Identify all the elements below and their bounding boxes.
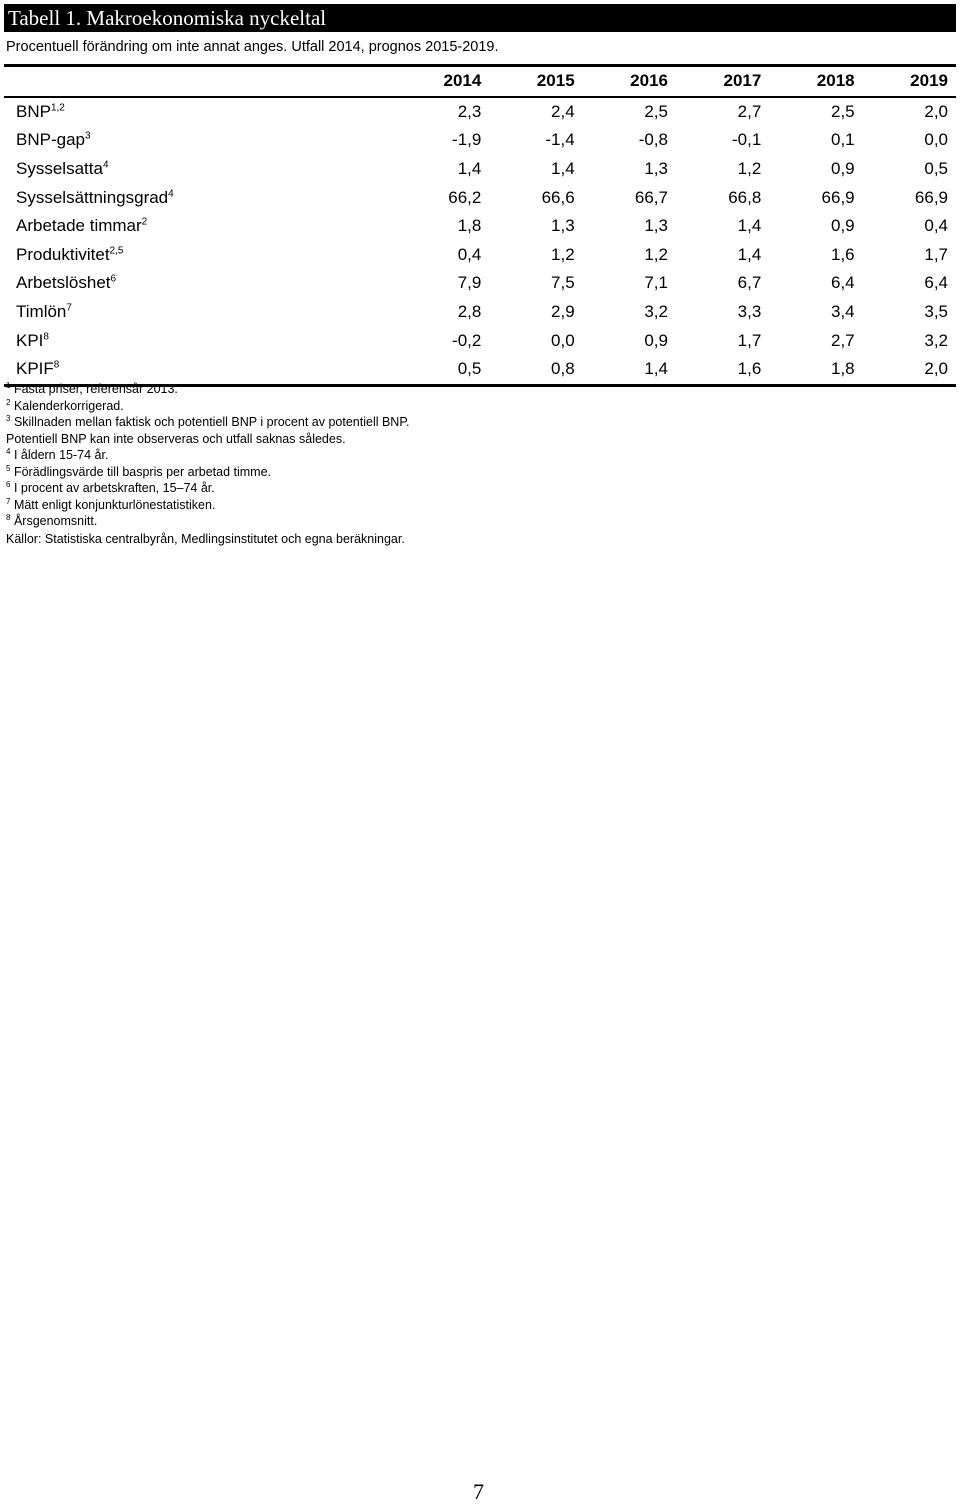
- footnote-ref: 8: [53, 359, 60, 371]
- footnote-text: Fasta priser, referensår 2013.: [13, 382, 178, 396]
- table-row: [4, 269, 956, 298]
- row-label-text: KPIF: [16, 359, 54, 379]
- table-row: [4, 126, 956, 155]
- value-cell: 2,8: [457, 302, 482, 322]
- row-label: [4, 212, 396, 241]
- value-cell: 0,0: [924, 130, 948, 150]
- table-row: [4, 298, 956, 327]
- row-label: [4, 126, 396, 155]
- value-cell: 3,2: [924, 330, 948, 350]
- footnote-item: [6, 381, 946, 398]
- footnote-text: Kalenderkorrigerad.: [13, 398, 124, 413]
- value-cell: 1,7: [737, 330, 762, 350]
- value-cell: 7,5: [551, 273, 575, 293]
- value-cell: 2,3: [457, 101, 482, 121]
- row-label-text: Sysselsättningsgrad: [16, 187, 169, 207]
- value-cell: 1,2: [644, 244, 668, 264]
- footnote-item: [6, 431, 946, 448]
- footnote-number: 7: [6, 496, 11, 506]
- footnote-text: Mätt enligt konjunkturlönestatistiken.: [13, 497, 216, 512]
- table-header: [4, 67, 956, 97]
- row-label: [4, 155, 396, 184]
- footnote-item: [6, 464, 946, 481]
- table-row: [4, 326, 956, 355]
- table-row: [4, 212, 956, 241]
- value-cell: 0,0: [551, 330, 575, 350]
- footnote-ref: 8: [43, 330, 49, 342]
- value-cell: 0,9: [831, 159, 855, 179]
- row-label-text: KPI: [16, 330, 44, 350]
- footnote-ref: 6: [110, 273, 117, 285]
- footnote-number: 3: [6, 413, 11, 423]
- footnote-text: Potentiell BNP kan inte observeras och utfall saknas således.: [6, 431, 346, 446]
- table-row: [4, 97, 956, 127]
- footnote-item: [6, 447, 946, 464]
- value-cell: 66,9: [914, 187, 948, 207]
- value-cell: 66,8: [728, 187, 762, 207]
- row-label-text: Sysselsatta: [16, 159, 103, 179]
- row-label-text: Arbetade timmar: [16, 216, 142, 236]
- year-header: 2016: [630, 71, 668, 91]
- footnote-text: Årsgenomsnitt.: [13, 514, 98, 528]
- value-cell: 2,5: [644, 101, 668, 121]
- value-cell: 0,5: [457, 359, 482, 379]
- footnote-text: I åldern 15-74 år.: [13, 448, 109, 462]
- value-cell: 2,9: [551, 302, 575, 322]
- footnote-list: [6, 381, 946, 530]
- year-header: 2014: [443, 71, 482, 91]
- value-cell: 7,9: [457, 273, 482, 293]
- value-cell: 1,4: [644, 359, 668, 379]
- value-cell: 3,5: [924, 302, 948, 322]
- footnote-ref: 3: [84, 130, 91, 142]
- year-header: 2018: [816, 71, 855, 91]
- footnote-number: 1: [6, 380, 11, 390]
- row-label: [4, 241, 396, 270]
- value-cell: 1,2: [737, 159, 762, 179]
- row-label-text: Timlön: [16, 302, 67, 322]
- value-cell: 2,5: [831, 101, 855, 121]
- row-label: [4, 298, 396, 327]
- value-cell: 1,8: [831, 359, 855, 379]
- value-cell: 1,2: [551, 244, 575, 264]
- row-label-text: Produktivitet: [16, 244, 110, 264]
- value-cell: 7,1: [644, 273, 668, 293]
- footnote-number: 4: [6, 446, 11, 456]
- footnote-ref: 1,2: [50, 102, 65, 114]
- footnotes: [6, 381, 946, 547]
- footnote-text: I procent av arbetskraften, 15–74 år.: [13, 481, 215, 495]
- table-title: Tabell 1. Makroekonomiska nyckeltal: [4, 4, 956, 32]
- header-row: [4, 67, 956, 97]
- value-cell: -0,2: [452, 330, 482, 350]
- footnote-ref: 4: [168, 188, 174, 200]
- value-cell: 66,6: [541, 187, 575, 207]
- value-cell: 6,4: [831, 273, 855, 293]
- value-cell: 2,0: [924, 359, 948, 379]
- footnote-number: 8: [6, 512, 11, 522]
- value-cell: 1,4: [457, 159, 482, 179]
- footnote-number: 6: [6, 479, 11, 489]
- value-cell: 66,9: [821, 187, 855, 207]
- value-cell: 66,2: [448, 187, 482, 207]
- footnote-text: Förädlingsvärde till baspris per arbetad timme.: [13, 464, 271, 479]
- footnote-number: 5: [6, 463, 11, 473]
- value-cell: 1,4: [551, 159, 575, 179]
- year-header: 2015: [536, 71, 575, 91]
- footnote-item: [6, 497, 946, 514]
- value-cell: 2,0: [924, 101, 948, 121]
- value-cell: 0,5: [924, 159, 948, 179]
- value-cell: 3,3: [737, 302, 762, 322]
- footnote-ref: 2,5: [109, 245, 124, 257]
- table-body: [4, 97, 956, 385]
- value-cell: 1,6: [831, 244, 855, 264]
- value-cell: 1,3: [644, 159, 668, 179]
- value-cell: 1,3: [644, 216, 668, 236]
- footnote-ref: 4: [102, 159, 109, 171]
- value-cell: 6,7: [737, 273, 762, 293]
- value-cell: -1,9: [452, 130, 482, 150]
- footnote-item: [6, 398, 946, 415]
- page-number: 7: [473, 1479, 484, 1504]
- table-subtitle: Procentuell förändring om inte annat anges. Utfall 2014, prognos 2015-2019.: [6, 39, 499, 55]
- row-label: [4, 183, 396, 212]
- value-cell: 2,4: [551, 101, 575, 121]
- value-cell: 0,8: [551, 359, 575, 379]
- value-cell: 1,3: [551, 216, 575, 236]
- row-label-text: BNP: [16, 101, 51, 121]
- macro-indicators-table: [4, 67, 956, 387]
- footnote-item: [6, 414, 946, 431]
- value-cell: 0,4: [924, 216, 948, 236]
- row-label: [4, 97, 396, 127]
- value-cell: 1,6: [737, 359, 762, 379]
- table-row: [4, 183, 956, 212]
- row-label-text: BNP-gap: [16, 130, 85, 150]
- value-cell: 1,4: [737, 244, 762, 264]
- header-label-cell: [4, 67, 396, 97]
- value-cell: 3,2: [644, 302, 668, 322]
- table-row: [4, 155, 956, 184]
- value-cell: 6,4: [924, 273, 948, 293]
- value-cell: 1,4: [737, 216, 762, 236]
- value-cell: 0,1: [831, 130, 855, 150]
- value-cell: 1,7: [924, 244, 948, 264]
- value-cell: 0,4: [457, 244, 482, 264]
- footnote-ref: 2: [141, 216, 148, 228]
- value-cell: 2,7: [831, 330, 855, 350]
- value-cell: 1,8: [457, 216, 482, 236]
- footnote-item: [6, 480, 946, 497]
- row-label: [4, 326, 396, 355]
- year-header: 2019: [910, 71, 948, 91]
- value-cell: 66,7: [634, 187, 668, 207]
- row-label-text: Arbetslöshet: [16, 273, 111, 293]
- row-label: [4, 269, 396, 298]
- footnote-ref: 7: [66, 302, 72, 314]
- year-header: 2017: [723, 71, 762, 91]
- footnote-text: Skillnaden mellan faktisk och potentiell BNP i procent av potentiell BNP.: [13, 415, 410, 429]
- value-cell: 0,9: [831, 216, 855, 236]
- sources-line: Källor: Statistiska centralbyrån, Medlingsinstitutet och egna beräkningar.: [6, 531, 405, 546]
- footnote-number: 2: [6, 397, 11, 407]
- value-cell: 2,7: [737, 101, 762, 121]
- value-cell: 0,9: [644, 330, 668, 350]
- footnote-item: [6, 513, 946, 530]
- value-cell: -0,8: [638, 130, 668, 150]
- value-cell: 3,4: [831, 302, 855, 322]
- value-cell: -0,1: [732, 130, 762, 150]
- value-cell: -1,4: [545, 130, 575, 150]
- table-row: [4, 241, 956, 270]
